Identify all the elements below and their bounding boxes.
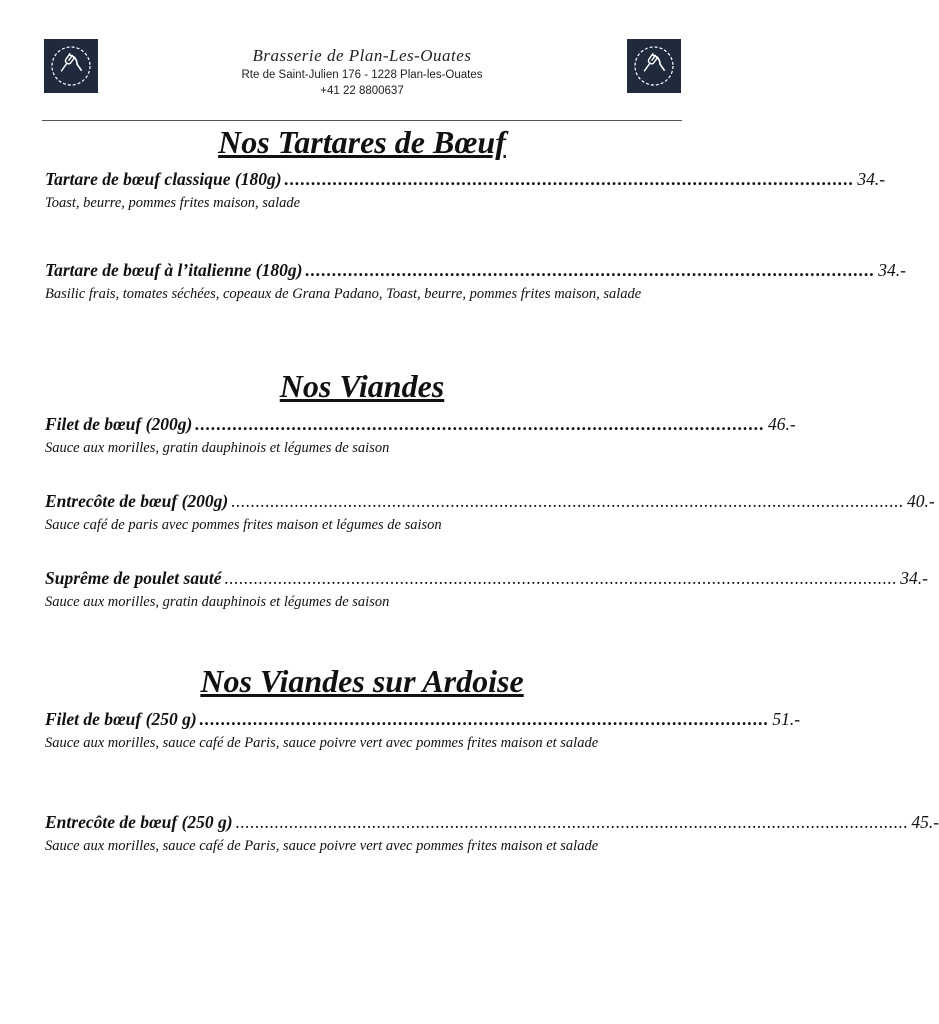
item-price: 34.- [878,260,906,280]
section-title-viandes: Nos Viandes [279,368,445,404]
item-price: 51.- [772,709,801,729]
item-description: Sauce aux morilles, gratin dauphinois et légumes de saison [45,440,390,456]
dot-leader: .......................................................................................................................................... [224,568,898,588]
restaurant-address: Rte de Saint-Julien 176 - 1228 Plan-les-Ouates [241,69,483,81]
item-price: 40.- [907,491,935,511]
item-name: Filet de bœuf (200g) [45,414,193,434]
item-price: 45.- [911,812,939,832]
section-title-tartares: Nos Tartares de Bœuf [218,124,506,160]
menu-item [45,258,906,306]
item-name: Filet de bœuf (250 g) [45,709,197,729]
menu-item [45,412,796,460]
section-title-ardoise: Nos Viandes sur Ardoise [200,663,524,699]
item-description: Sauce aux morilles, sauce café de Paris, sauce poivre vert avec pommes frites maison et salade [45,735,599,751]
restaurant-phone[interactable]: +41 22 8800637 [320,85,404,97]
dot-leader: .......................................................................................................... [305,260,876,280]
item-name: Entrecôte de bœuf (250 g) [45,812,233,832]
item-price: 46.- [768,414,796,434]
header-divider [42,120,682,121]
dot-leader: .......................................................................................................................................... [231,491,904,511]
restaurant-name: Brasserie de Plan-Les-Ouates [252,46,472,65]
item-price: 34.- [857,169,886,189]
dot-leader: .......................................................................................................................................... [235,812,909,832]
menu-item [45,707,801,755]
item-description: Basilic frais, tomates séchées, copeaux de Grana Padano, Toast, beurre, pommes frites maison, salade [45,286,642,302]
dot-leader: .......................................................................................................... [199,709,770,729]
item-description: Sauce café de paris avec pommes frites maison et légumes de saison [45,517,442,533]
item-name: Entrecôte de bœuf (200g) [45,491,229,511]
item-description: Sauce aux morilles, sauce café de Paris, sauce poivre vert avec pommes frites maison et salade [45,838,599,854]
restaurant-header [0,45,724,99]
item-name: Tartare de bœuf classique (180g) [45,169,282,189]
menu-item [45,810,939,858]
dot-leader: .......................................................................................................... [195,414,766,434]
menu-item [45,489,935,537]
menu-item [45,167,886,215]
menu-item [45,566,928,614]
item-description: Toast, beurre, pommes frites maison, salade [45,195,301,211]
item-description: Sauce aux morilles, gratin dauphinois et légumes de saison [45,594,390,610]
item-price: 34.- [900,568,928,588]
item-name: Suprême de poulet sauté [45,568,222,588]
dot-leader: .......................................................................................................... [284,169,855,189]
item-name: Tartare de bœuf à l’italienne (180g) [45,260,303,280]
